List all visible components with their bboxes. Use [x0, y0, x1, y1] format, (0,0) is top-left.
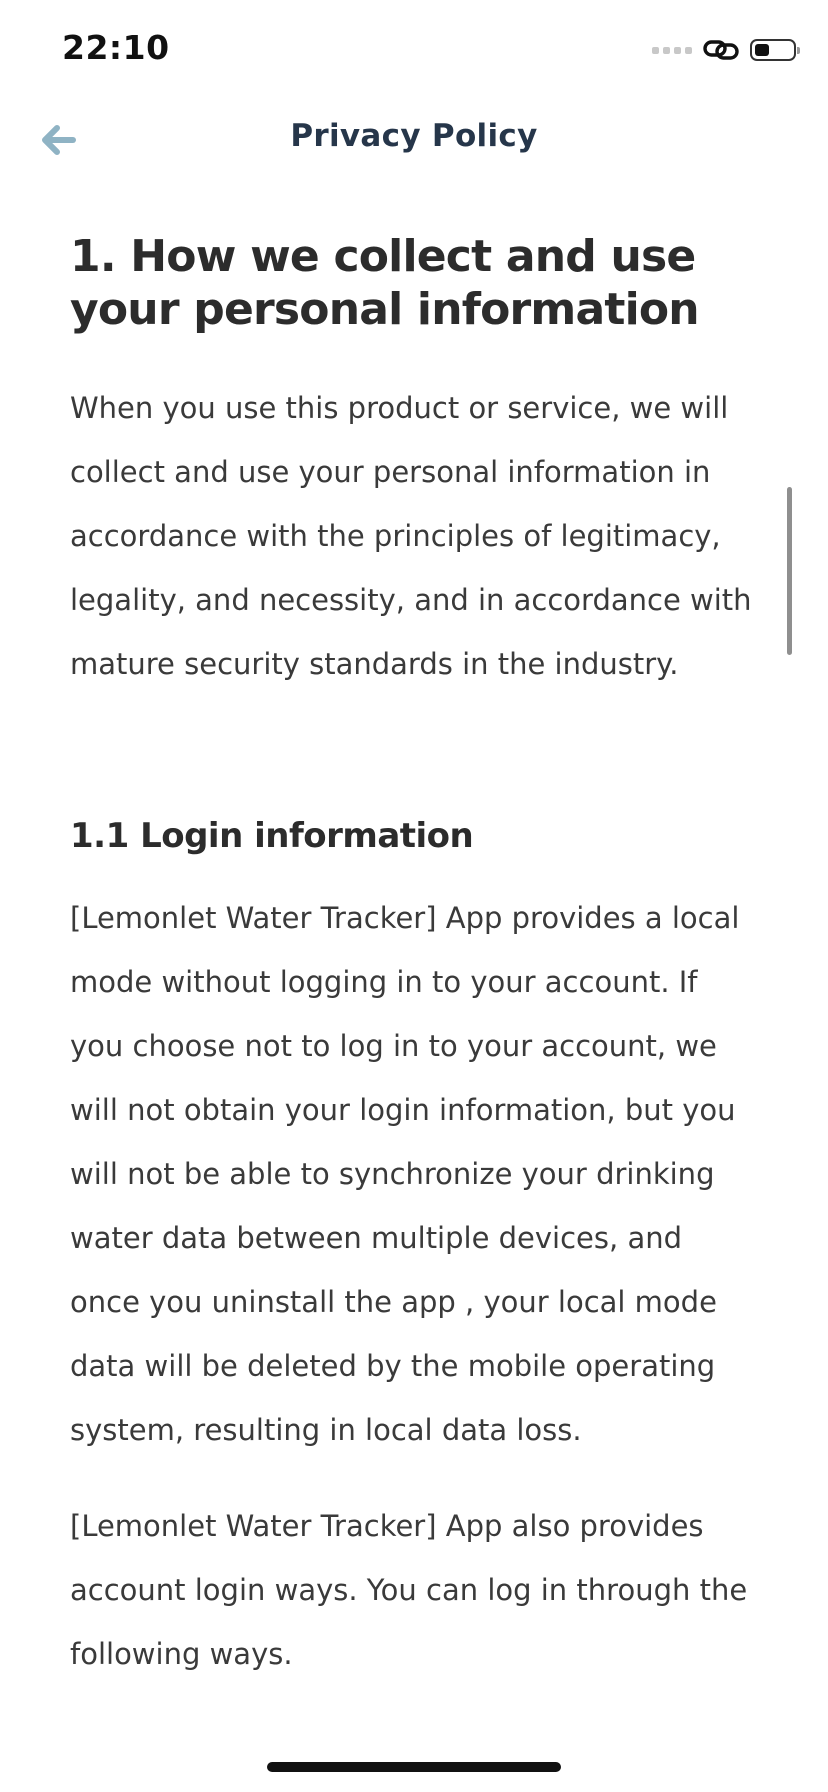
- battery-icon: [750, 39, 796, 61]
- login-ways-paragraph: [Lemonlet Water Tracker] App also provides account login ways. You can log in through the following ways.: [70, 1509, 748, 1671]
- home-indicator[interactable]: [267, 1762, 561, 1772]
- scrollbar[interactable]: [787, 487, 792, 655]
- link-icon: [702, 37, 740, 63]
- signal-dots-icon: [652, 47, 692, 54]
- local-mode-paragraph: [Lemonlet Water Tracker] App provides a local mode without logging in to your account. If you choose not to log in to your account, we will not obtain your login information, but you will not be able to synchronize your drinking water data between multiple devices, and once you uninstall the app , your local mode data will be deleted by the mobile operating system, resulting in local data loss.: [70, 901, 740, 1447]
- status-icons: [652, 36, 796, 64]
- status-time: 22:10: [62, 28, 170, 67]
- section-heading: 1. How we collect and use your personal information: [70, 231, 699, 335]
- policy-content[interactable]: [70, 230, 760, 1686]
- subsection-heading: 1.1 Login information: [70, 816, 474, 856]
- intro-paragraph: When you use this product or service, we will collect and use your personal information in accordance with the principles of legitimacy, legality, and necessity, and in accordance with mature security standards in the industry.: [70, 391, 752, 681]
- page-title: Privacy Policy: [290, 118, 538, 154]
- navigation-bar: [0, 100, 828, 178]
- status-bar: [0, 0, 828, 100]
